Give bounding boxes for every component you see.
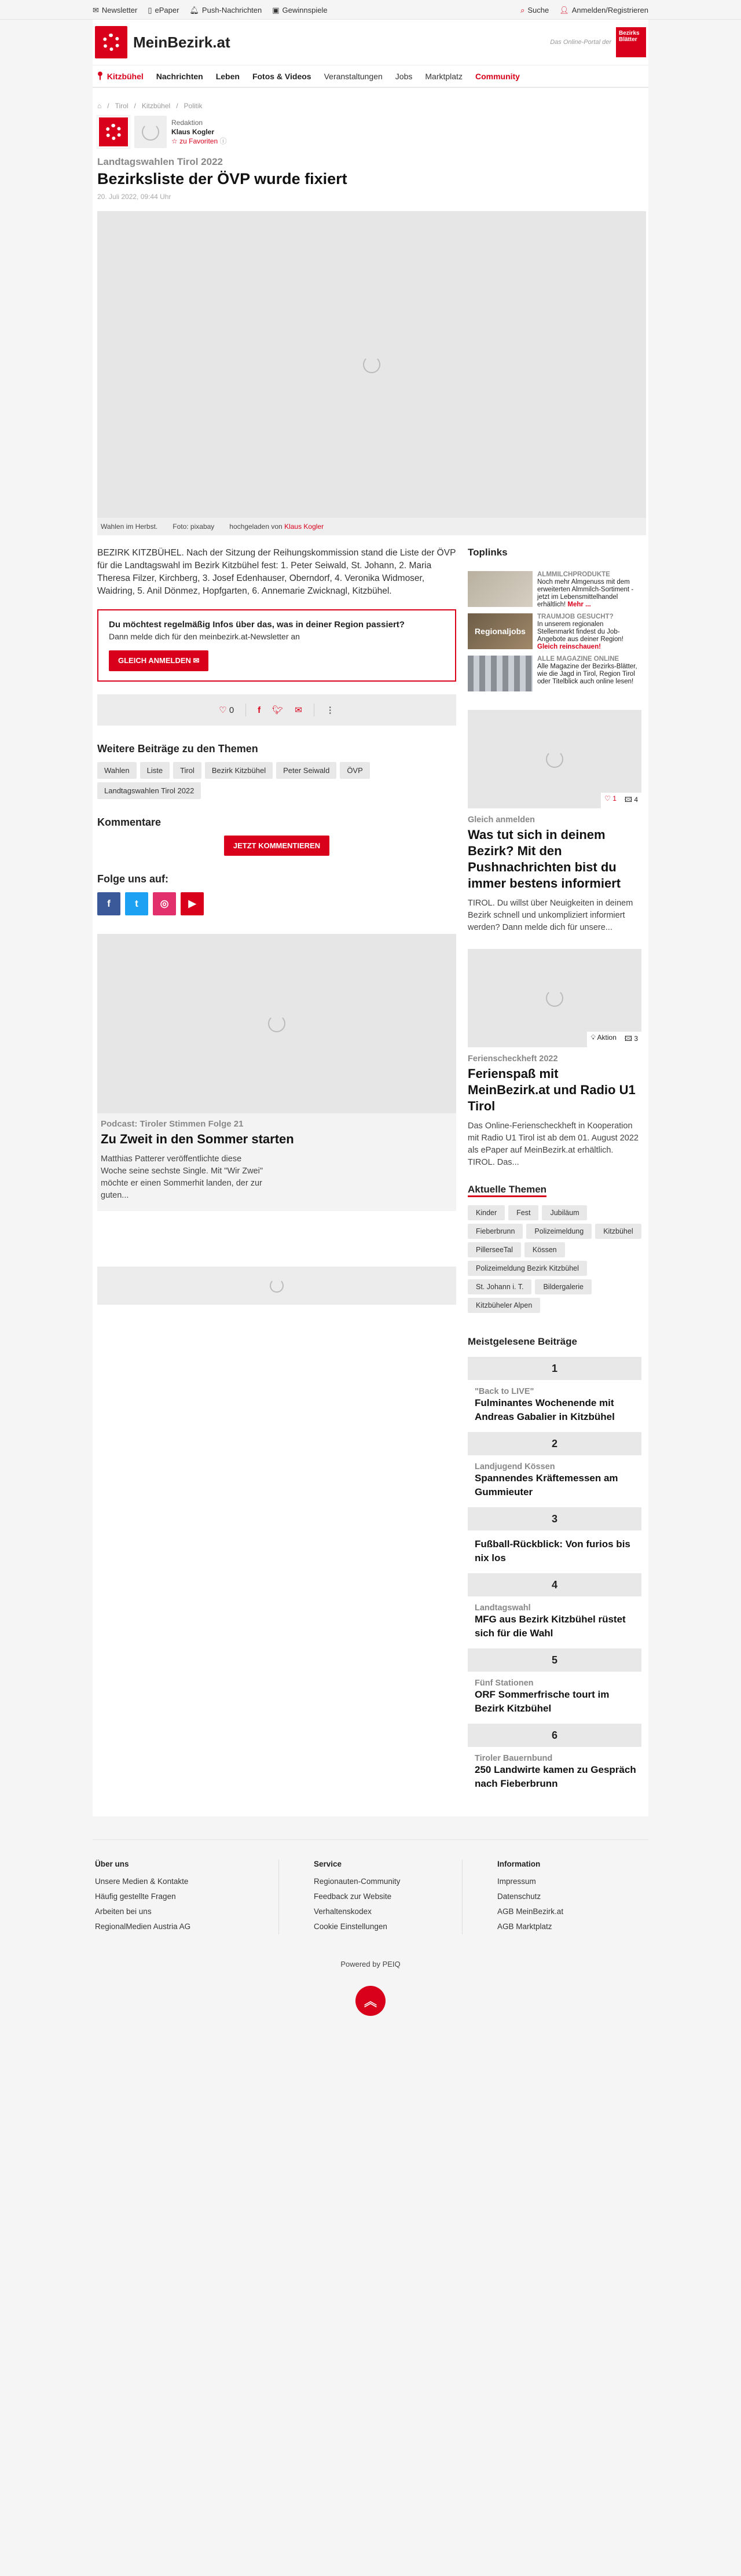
toplink-item[interactable]: ALLE MAGAZINE ONLINE Alle Magazine der Bezirks-Blätter, wie die Jagd in Tirol, Region Tirol oder Titelblick auch online lesen! (468, 656, 641, 691)
footer-link[interactable]: Verhaltenskodex (314, 1907, 372, 1916)
podcast-kicker: Podcast: Tiroler Stimmen Folge 21 (101, 1119, 244, 1129)
tag-chip[interactable]: Landtagswahlen Tirol 2022 (97, 782, 201, 799)
user-icon: 👤︎ (559, 5, 569, 14)
nav-item-marktplatz[interactable]: Marktplatz (425, 71, 463, 81)
image-icon: 🖾︎ (624, 1035, 632, 1043)
newsletter-signup-button[interactable]: GLEICH ANMELDEN ✉ (109, 650, 208, 671)
push-teaser-image (468, 710, 641, 808)
mail-share-icon[interactable]: ✉ (295, 705, 302, 715)
current-topics-title: Aktuelle Themen (468, 1184, 546, 1197)
facebook-share-icon[interactable]: f (258, 705, 261, 715)
footer-col-info: Information Impressum Datenschutz AGB MeinBezirk.at AGB Marktplatz (462, 1860, 645, 1934)
main-column (97, 547, 456, 1799)
home-icon[interactable]: ⌂ (97, 102, 102, 110)
mail-icon: ✉ (93, 5, 99, 14)
tag-chip[interactable]: ÖVP (340, 762, 369, 779)
footer-col-about: Über uns Unsere Medien & Kontakte Häufig gestellte Fragen Arbeiten bei uns RegionalMedien Austria AG (95, 1860, 191, 1931)
action-badge: 💡︎ Aktion (590, 1033, 617, 1042)
star-icon: ☆ (171, 137, 178, 145)
podcast-card[interactable] (97, 1113, 456, 1211)
uploader-link[interactable]: Klaus Kogler (284, 522, 324, 531)
author-avatar[interactable] (134, 116, 167, 148)
sidebar (468, 547, 641, 1799)
most-read-title-text: ORF Sommerfrische tourt im Bezirk Kitzbühel (475, 1689, 610, 1714)
redaktion-logo[interactable] (97, 116, 130, 148)
meinbezirk-logo (95, 26, 127, 58)
toplink-thumbnail (468, 571, 533, 607)
twitter-share-icon[interactable]: 🐦︎ (272, 705, 284, 715)
most-read-kicker: Landtagswahl (475, 1603, 531, 1613)
toplink-item[interactable]: Regionaljobs TRAUMJOB GESUCHT? In unserem regionalen Stellenmarkt findest du Job-Angebote aus deiner Region! Gleich reinschauen! (468, 613, 641, 651)
gift-icon: ▣ (272, 5, 280, 14)
scroll-to-top-button[interactable] (355, 1986, 386, 2016)
breadcrumb-politik[interactable]: Politik (184, 102, 203, 110)
most-read-kicker: "Back to LIVE" (475, 1387, 534, 1396)
article-date: 20. Juli 2022, 09:44 Uhr (97, 193, 171, 201)
footer-link[interactable]: RegionalMedien Austria AG (95, 1922, 191, 1931)
article-lead: BEZIRK KITZBÜHEL. Nach der Sitzung der Reihungskommission stand die Liste der ÖVP für die Landtagswahl im Bezirk Kitzbühel fest: 1. Peter Seiwald, St. Johann, 2. Maria Theresa Filzer, Kirchberg, 3. Josef Edenhauser, Oberndorf, 4. Veronika Widmoser, Waidring, 5. Anil Dönmez, Hopfgarten, 6. Annemarie Zwicknagl, Kitzbühel. (97, 548, 456, 596)
ad-placeholder (97, 1267, 456, 1305)
epaper-link[interactable]: ▯ ePaper (148, 5, 179, 14)
toplink-thumbnail (468, 656, 533, 691)
most-read-title-text: Spannendes Kräftemessen am Gummieuter (475, 1473, 618, 1497)
comments-title: Kommentare (97, 816, 162, 828)
rank-number: 2 (468, 1432, 641, 1455)
teaser-title: Ferienspaß mit MeinBezirk.at und Radio U1 Tirol (468, 1066, 636, 1113)
breadcrumb: ⌂ / Tirol / Kitzbühel / Politik (97, 102, 203, 110)
footer-link[interactable]: Impressum (497, 1877, 536, 1886)
newsletter-text: Dann melde dich für den meinbezirk.at-Newsletter an (109, 632, 300, 641)
toplinks-title: Toplinks (468, 547, 508, 558)
topic-chip[interactable]: Polizeimeldung (526, 1224, 592, 1239)
teaser-text: Das Online-Ferienscheckheft in Kooperation mit Radio U1 Tirol ist ab dem 01. August 2022 als ePaper auf MeinBezirk.at erhältlich. TIROL. Das... (468, 1121, 639, 1167)
site-footer (93, 1839, 648, 1954)
most-read-title: Meistgelesene Beiträge (468, 1336, 577, 1347)
loading-spinner-icon (270, 1279, 284, 1293)
most-read (468, 1336, 641, 1791)
image-caption (97, 518, 646, 535)
toplinks-list (468, 571, 641, 691)
rank-number: 4 (468, 1573, 641, 1596)
most-read-kicker: Landjugend Kössen (475, 1462, 555, 1471)
hero-image[interactable] (97, 211, 646, 518)
most-read-title-text: Fußball-Rückblick: Von furios bis nix los (475, 1539, 630, 1563)
header-tagline: Das Online-Portal der (550, 39, 611, 46)
tag-chip[interactable]: Liste (140, 762, 170, 779)
caption-text: Wahlen im Herbst. (101, 522, 158, 531)
teaser-text: TIROL. Du willst über Neuigkeiten in deinem Bezirk schnell und unkompliziert informiert werden? Dann melde dich für unsere... (468, 899, 633, 932)
most-read-item[interactable] (468, 1648, 641, 1716)
image-icon: 🖾︎ (624, 796, 632, 804)
instagram-icon[interactable]: ◎ (153, 892, 176, 915)
nav-item-leben[interactable]: Leben (215, 71, 240, 81)
footer-link[interactable]: AGB Marktplatz (497, 1922, 552, 1931)
divider (245, 704, 246, 716)
footer-link[interactable]: Feedback zur Website (314, 1892, 392, 1901)
topics-section-title: Weitere Beiträge zu den Themen (97, 743, 258, 755)
mail-icon: ✉ (193, 656, 200, 665)
site-header (93, 20, 648, 65)
uploaded-by-label: hochgeladen von (229, 522, 283, 531)
most-read-kicker: Tiroler Bauernbund (475, 1754, 553, 1763)
article-kicker: Landtagswahlen Tirol 2022 (97, 156, 223, 167)
loading-spinner-icon (363, 356, 380, 373)
photo-count-badge: 🖾︎ 4 (624, 796, 638, 804)
push-link[interactable]: 🔔︎ Push-Nachrichten (189, 5, 262, 14)
brand-logo-link[interactable] (95, 26, 230, 58)
rank-number: 3 (468, 1507, 641, 1530)
article-page (93, 88, 648, 1816)
topic-chip[interactable]: Polizeimeldung Bezirk Kitzbühel (468, 1261, 587, 1276)
facebook-icon[interactable]: f (97, 892, 120, 915)
like-count: 0 (229, 705, 234, 715)
push-teaser[interactable] (468, 710, 641, 934)
topic-chip[interactable]: Jubiläum (542, 1205, 587, 1220)
tag-chip[interactable]: Peter Seiwald (276, 762, 336, 779)
newsletter-link[interactable]: ✉ Newsletter (93, 5, 138, 14)
breadcrumb-tirol[interactable]: Tirol (115, 102, 129, 110)
most-read-item[interactable] (468, 1432, 641, 1499)
footer-link[interactable]: Regionauten-Community (314, 1877, 401, 1886)
nav-item-nachrichten[interactable]: Nachrichten (156, 71, 203, 81)
double-chevron-up-icon: ︽ (364, 1994, 377, 2009)
most-read-item[interactable] (468, 1507, 641, 1565)
nav-item-fotos-videos[interactable]: Fotos & Videos (252, 71, 311, 81)
footer-link[interactable]: Unsere Medien & Kontakte (95, 1877, 189, 1886)
topic-chip[interactable]: St. Johann i. T. (468, 1279, 531, 1294)
newsletter-box (97, 609, 456, 682)
social-links (97, 892, 456, 915)
most-read-item[interactable] (468, 1357, 641, 1424)
main-nav (93, 65, 648, 88)
podcast-teaser: Matthias Patterer veröffentlichte diese Woche seine sechste Single. Mit "Wir Zwei" möchte er einen Sommerhit landen, der zur guten... (101, 1154, 263, 1200)
comment-button[interactable]: JETZT KOMMENTIEREN (224, 836, 329, 856)
topic-chip[interactable]: Kinder (468, 1205, 505, 1220)
topic-chip[interactable]: Bildergalerie (535, 1279, 591, 1294)
twitter-icon[interactable]: t (125, 892, 148, 915)
article-tags (97, 762, 456, 799)
nav-item-jobs[interactable]: Jobs (395, 71, 413, 81)
breadcrumb-kitzbuehel[interactable]: Kitzbühel (141, 102, 171, 110)
search-icon: ⌕ (520, 5, 525, 14)
footer-link[interactable]: AGB MeinBezirk.at (497, 1907, 564, 1916)
bezirksblaetter-logo[interactable]: Bezirks Blätter (616, 27, 646, 57)
powered-by[interactable]: Powered by PEIQ (340, 1960, 401, 1968)
most-read-item[interactable] (468, 1724, 641, 1791)
most-read-title-text: Fulminantes Wochenende mit Andreas Gabalier in Kitzbühel (475, 1397, 615, 1422)
footer-link[interactable]: Häufig gestellte Fragen (95, 1892, 176, 1901)
ferien-teaser-image (468, 949, 641, 1047)
article-action-bar (97, 694, 456, 726)
topic-chip[interactable]: Kössen (524, 1242, 565, 1257)
youtube-icon[interactable]: ▶ (181, 892, 204, 915)
nav-item-veranstaltungen[interactable]: Veranstaltungen (324, 71, 383, 81)
heart-icon: ♡ (604, 794, 611, 803)
brand-name: MeinBezirk.at (133, 33, 230, 51)
footer-link[interactable]: Cookie Einstellungen (314, 1922, 387, 1931)
photo-count-badge: 🖾︎ 3 (624, 1035, 638, 1043)
location-pin-icon: 📍︎ (95, 71, 105, 80)
most-read-kicker: Fünf Stationen (475, 1679, 534, 1688)
topic-chip[interactable]: Fieberbrunn (468, 1224, 523, 1239)
topic-chip[interactable]: PillerseeTal (468, 1242, 521, 1257)
most-read-item[interactable] (468, 1573, 641, 1640)
most-read-title-text: MFG aus Bezirk Kitzbühel rüstet sich für die Wahl (475, 1614, 626, 1639)
author-role: Redaktion (171, 119, 203, 127)
nav-item-community[interactable]: Community (475, 71, 520, 81)
gewinnspiele-link[interactable]: ▣ Gewinnspiele (272, 5, 328, 14)
tag-chip[interactable]: Tirol (173, 762, 201, 779)
topic-chip[interactable]: Kitzbüheler Alpen (468, 1298, 540, 1313)
tag-chip[interactable]: Wahlen (97, 762, 137, 779)
podcast-title: Zu Zweit in den Sommer starten (101, 1132, 294, 1146)
newsletter-title: Du möchtest regelmäßig Infos über das, was in deiner Region passiert? (109, 620, 405, 630)
most-read-title-text: 250 Landwirte kamen zu Gespräch nach Fieberbrunn (475, 1764, 636, 1789)
like-count-badge: ♡ 1 (604, 794, 617, 803)
favorite-link[interactable]: ☆ zu Favoriten ⓘ (171, 137, 227, 145)
topic-chip[interactable]: Kitzbühel (595, 1224, 641, 1239)
teaser-kicker: Ferienscheckheft 2022 (468, 1054, 558, 1063)
loading-spinner-icon (546, 989, 563, 1007)
toplink-thumbnail: Regionaljobs (468, 613, 533, 649)
teaser-title: Was tut sich in deinem Bezirk? Mit den Pushnachrichten bist du immer bestens informiert (468, 827, 621, 890)
footer-link[interactable]: Arbeiten bei uns (95, 1907, 152, 1916)
author-box (95, 116, 646, 148)
more-options-icon[interactable]: ⋮ (325, 705, 335, 715)
bell-icon: 🔔︎ (189, 5, 199, 14)
toplink-item[interactable]: ALMMILCHPRODUKTE Noch mehr Almgenuss mit dem erweiterten Almmilch-Sortiment - jetzt im Lebensmittelhandel erhältlich! Mehr ... (468, 571, 641, 609)
tablet-icon: ▯ (148, 5, 152, 14)
utility-bar (0, 0, 741, 20)
author-name[interactable]: Klaus Kogler (171, 128, 215, 136)
nav-item-kitzbuehel[interactable]: 📍︎ Kitzbühel (95, 71, 144, 81)
loading-spinner-icon (268, 1015, 285, 1032)
topic-chip[interactable]: Fest (508, 1205, 538, 1220)
footer-link[interactable]: Datenschutz (497, 1892, 541, 1901)
loading-spinner-icon (546, 750, 563, 768)
podcast-image[interactable] (97, 934, 456, 1113)
bulb-icon: 💡︎ (590, 1033, 596, 1042)
ferien-teaser[interactable] (468, 949, 641, 1169)
rank-number: 1 (468, 1357, 641, 1380)
tag-chip[interactable]: Bezirk Kitzbühel (205, 762, 273, 779)
search-link[interactable]: ⌕ Suche (520, 5, 549, 14)
rank-number: 6 (468, 1724, 641, 1747)
info-icon[interactable]: ⓘ (219, 137, 227, 145)
photo-credit: Foto: pixabay (173, 522, 215, 531)
partner-branding (550, 27, 646, 57)
current-topics (468, 1205, 641, 1313)
rank-number: 5 (468, 1648, 641, 1672)
like-button[interactable]: ♡ 0 (219, 705, 234, 715)
follow-title: Folge uns auf: (97, 873, 168, 885)
article-title: Bezirksliste der ÖVP wurde fixiert (97, 170, 347, 187)
loading-spinner-icon (142, 123, 159, 141)
teaser-kicker: Gleich anmelden (468, 815, 535, 825)
login-link[interactable]: 👤︎ Anmelden/Registrieren (559, 5, 648, 14)
footer-col-service: Service Regionauten-Community Feedback zur Website Verhaltenskodex Cookie Einstellungen (278, 1860, 462, 1934)
